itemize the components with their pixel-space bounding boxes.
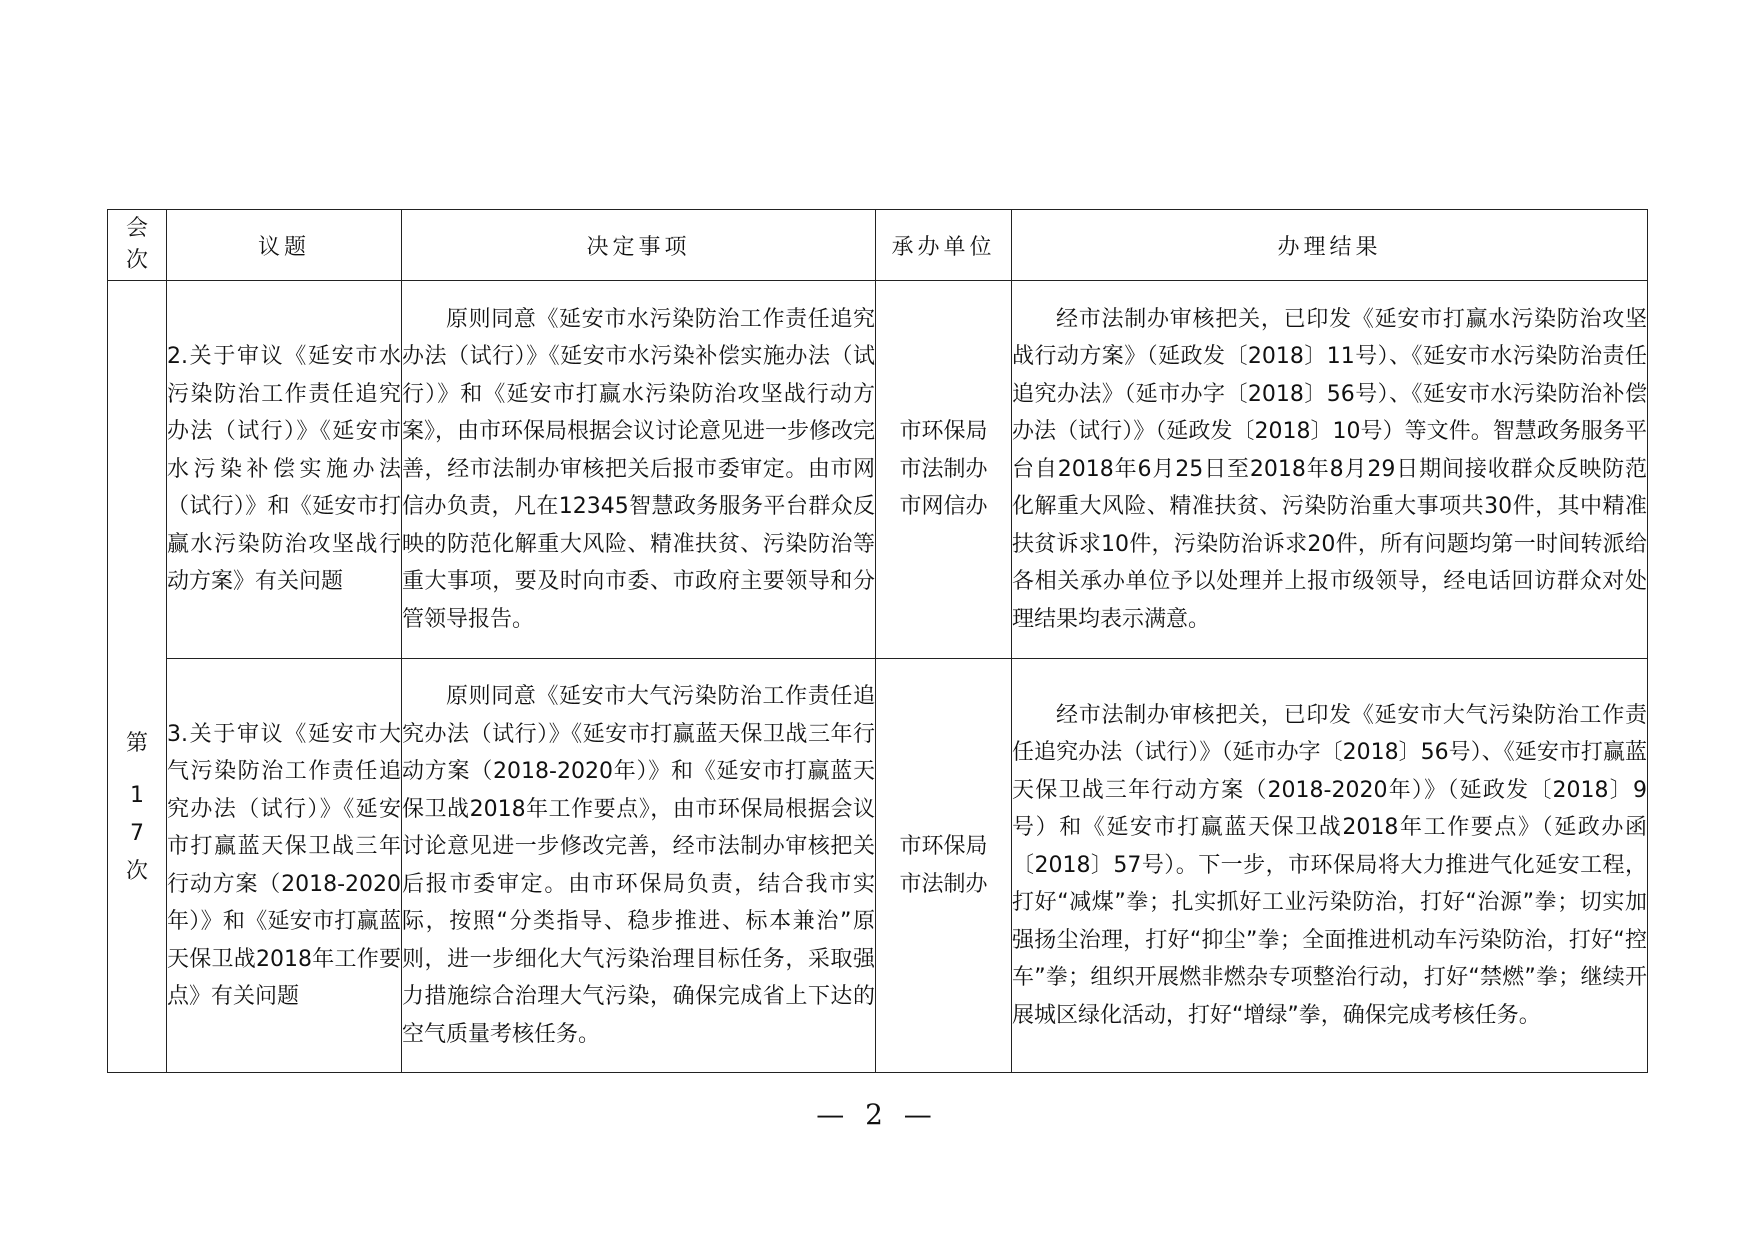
page-number: — 2 — <box>816 1098 938 1131</box>
result-text: 经市法制办审核把关，已印发《延安市打赢水污染防治攻坚战行动方案》（延政发〔2018〕11号）、《延安市水污染防治责任追究办法》（延市办字〔2018〕56号）、《延安市水污染防治补偿办法（试行）》（延政发〔2018〕10号）等文件。智慧政务服务平台自2018年6月25日至2018年8月29日期间接收群众反映防范化解重大风险、精准扶贫、污染防治重大事项共30件，其中精准扶贫诉求10件，污染防治诉求20件，所有问题均第一时间转派给各相关承办单位予以处理并上报市级领导，经电话回访群众对处理结果均表示满意。 <box>1012 306 1648 632</box>
unit-name: 市环保局 <box>899 419 988 445</box>
table-row <box>108 281 1648 659</box>
table-row <box>108 659 1648 1073</box>
decision-cell <box>402 281 876 659</box>
result-cell <box>1012 659 1648 1073</box>
meeting-decisions-table <box>107 209 1648 1073</box>
result-cell <box>1012 281 1648 659</box>
unit-name: 市网信办 <box>899 494 988 520</box>
decision-cell <box>402 659 876 1073</box>
header-unit: 承办单位 <box>876 210 1012 281</box>
result-text: 经市法制办审核把关，已印发《延安市大气污染防治工作责任追究办法（试行）》（延市办字〔2018〕56号）、《延安市打赢蓝天保卫战三年行动方案（2018-2020年）》（延政发〔2018〕9号）和《延安市打赢蓝天保卫战2018年工作要点》（延政办函〔2018〕57号）。下一步，市环保局将大力推进气化延安工程，打好“减煤”拳；扎实抓好工业污染防治，打好“治源”拳；切实加强扬尘治理，打好“抑尘”拳；全面推进机动车污染防治，打好“控车”拳；组织开展燃非燃杂专项整治行动，打好“禁燃”拳；继续开展城区绿化活动，打好“增绿”拳，确保完成考核任务。 <box>1012 702 1647 1028</box>
decision-text: 原则同意《延安市大气污染防治工作责任追究办法（试行）》《延安市打赢蓝天保卫战三年行动方案（2018-2020年）》和《延安市打赢蓝天保卫战2018年工作要点》，由市环保局根据会议讨论意见进一步修改完善，经市法制办审核把关后报市委审定。由市环保局负责，结合我市实际，按照“分类指导、稳步推进、标本兼治”原则，进一步细化大气污染治理目标任务，采取强力措施综合治理大气污染，确保完成省上下达的空气质量考核任务。 <box>402 684 875 1047</box>
session-label-bottom: 17次 <box>125 782 148 884</box>
header-topic: 议题 <box>167 210 402 281</box>
topic-cell: 3.关于审议《延安市大气污染防治工作责任追究办法（试行）》《延安市打赢蓝天保卫战三年行动方案（2018-2020年）》和《延安市打赢蓝天保卫战2018年工作要点》有关问题 <box>167 659 402 1073</box>
header-decision: 决定事项 <box>402 210 876 281</box>
unit-name: 市环保局 <box>899 834 988 859</box>
header-result: 办理结果 <box>1012 210 1648 281</box>
header-session: 会次 <box>108 210 167 281</box>
unit-name: 市法制办 <box>899 871 988 897</box>
session-cell <box>108 281 167 1073</box>
table-header-row <box>108 210 1648 281</box>
topic-cell: 2.关于审议《延安市水污染防治工作责任追究办法（试行）》《延安市水污染补偿实施办法（试行）》和《延安市打赢水污染防治攻坚战行动方案》有关问题 <box>167 281 402 659</box>
unit-name: 市法制办 <box>899 456 988 482</box>
decision-text: 原则同意《延安市水污染防治工作责任追究办法（试行）》《延安市水污染补偿实施办法（试行）》和《延安市打赢水污染防治攻坚战行动方案》，由市环保局根据会议讨论意见进一步修改完善，经市法制办审核把关后报市委审定。由市网信办负责，凡在12345智慧政务服务平台群众反映的防范化解重大风险、精准扶贫、污染防治等重大事项，要及时向市委、市政府主要领导和分管领导报告。 <box>402 306 876 632</box>
session-label-top: 第 <box>125 730 148 756</box>
unit-cell <box>876 281 1012 659</box>
unit-cell <box>876 659 1012 1073</box>
